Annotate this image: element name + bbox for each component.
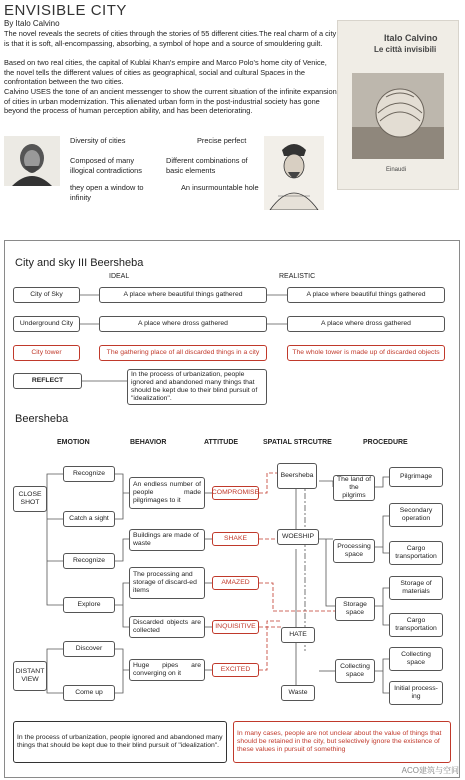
quote-left-2: they open a window to infinity (70, 183, 144, 202)
row-ideal-underground-city: A place where dross gathered (99, 316, 267, 332)
reflect-text: In the process of urbanization, people ignored and abandoned many things that should be kept due to their blind pursuit of "idealization". (127, 369, 267, 405)
bottom-note-right: In many cases, people are not unclear about the value of things that should be retained in the city, but selectively ignore the existence of these values in pursuit of something (233, 721, 451, 763)
emotion-catch-a-sight: Catch a sight (63, 511, 115, 527)
book-cover-art (352, 73, 444, 159)
row-ideal-city-of-sky: A place where beautiful things gathered (99, 287, 267, 303)
header-procedure: PROCEDURE (363, 439, 408, 446)
spatial-collecting-space: Collecting space (335, 659, 375, 683)
behavior-processing-storage: The processing and storage of discard-ed items (129, 567, 205, 599)
book-publisher: Einaudi (386, 167, 407, 173)
behavior-pilgrimages: An endless number of people made pilgrimages to it (129, 477, 205, 509)
procedure-initial-processing: Initial process-ing (389, 681, 443, 705)
quote-right-title: Precise perfect (197, 136, 247, 145)
intro-paragraph-2: Based on two real cities, the capital of Kublai Khan's empire and Marco Polo's home city of Venice, the novel tells the different values of cities as geographical, social and cultural Spaces in the confrontation between the two cities. (4, 58, 327, 87)
header-spatial-structure: SPATIAL STRCUTRE (263, 439, 332, 446)
behavior-buildings-of-waste: Buildings are made of waste (129, 529, 205, 551)
header-attitude: ATTITUDE (204, 439, 239, 446)
portrait-marco-polo-image (4, 136, 60, 186)
panel-title: City and sky III Beersheba (15, 257, 144, 269)
book-cover (337, 20, 459, 190)
spatial-beersheba: Beersheba (277, 463, 317, 489)
spatial-processing-space: Processing space (333, 539, 375, 563)
header-emotion: EMOTION (57, 439, 90, 446)
attitude-excited: EXCITED (212, 663, 259, 677)
procedure-storage-of-materials: Storage of materials (389, 576, 443, 600)
row-label-city-tower: City tower (13, 345, 80, 361)
attitude-shake: SHAKE (212, 532, 259, 546)
book-author: Italo Calvino (384, 33, 438, 43)
quote-right-2: An insurmountable hole (181, 183, 259, 192)
procedure-pilgrimage: Pilgrimage (389, 467, 443, 487)
spatial-storage-space: Storage space (335, 597, 375, 621)
watermark: ACO建筑与空间 (401, 766, 459, 775)
emotion-explore: Explore (63, 597, 115, 613)
emotion-recognize-1: Recognize (63, 466, 115, 482)
emotion-group-close-shot: CLOSE SHOT (13, 486, 47, 512)
emotion-come-up: Come up (63, 685, 115, 701)
row-real-city-of-sky: A place where beautiful things gathered (287, 287, 445, 303)
procedure-secondary-operation: Secondary operation (389, 503, 443, 527)
row-ideal-city-tower: The gathering place of all discarded things in a city (99, 345, 267, 361)
col-ideal-label: IDEAL (109, 273, 130, 280)
diagram-panel (4, 240, 460, 778)
attitude-compromise: COMPROMISE (212, 486, 259, 500)
spatial-waste: Waste (281, 685, 315, 701)
intro-paragraph-1: The novel reveals the secrets of cities through the stories of 55 different cities.The real charm of a city is that it is soft, all-encompassing, absorbing, a symbol of hope and a source of smouldering guilt. (4, 29, 337, 48)
row-label-city-of-sky: City of Sky (13, 287, 80, 303)
quote-right-1: Different combinations of basic elements (166, 156, 248, 175)
attitude-inquisitive: INQUISITIVE (212, 620, 259, 634)
procedure-cargo-transportation-2: Cargo transportation (389, 613, 443, 637)
emotion-recognize-2: Recognize (63, 553, 115, 569)
header-behavior: BEHAVIOR (130, 439, 167, 446)
behavior-huge-pipes: Huge pipes are converging on it (129, 659, 205, 681)
reflect-label: REFLECT (13, 373, 82, 389)
portrait-kublai-khan-image (264, 136, 324, 210)
spatial-woeship: WOESHIP (277, 529, 319, 545)
page-title: ENVISIBLE CITY (4, 2, 127, 19)
quote-left-1: Composed of many illogical contradictions (70, 156, 142, 175)
section-title-beersheba: Beersheba (15, 413, 69, 425)
behavior-objects-collected: Discarded objects are collected (129, 616, 205, 638)
quote-left-title: Diversity of cities (70, 136, 126, 145)
spatial-hate: HATE (281, 627, 315, 643)
row-real-city-tower: The whole tower is made up of discarded objects (287, 345, 445, 361)
book-title: Le città invisibili (374, 45, 437, 54)
procedure-cargo-transportation-1: Cargo transportation (389, 541, 443, 565)
portrait-kublai-khan (264, 136, 324, 210)
portrait-marco-polo (4, 136, 60, 186)
row-real-underground-city: A place where dross gathered (287, 316, 445, 332)
intro-paragraph-3: Calvino USES the tone of an ancient messenger to show the current situation of the infinite expansion of cities in urban modernization. This alienated urban form in the post-industrial society has gone beyond the process of human perception ability, and has been deteriorating. (4, 87, 337, 116)
attitude-amazed: AMAZED (212, 576, 259, 590)
emotion-group-distant-view: DISTANT VIEW (13, 661, 47, 691)
byline: By Italo Calvino (4, 19, 60, 28)
row-label-underground-city: Underground City (13, 316, 80, 332)
emotion-discover: Discover (63, 641, 115, 657)
col-realistic-label: REALISTIC (279, 273, 316, 280)
procedure-collecting-space: Collecting space (389, 647, 443, 671)
bottom-note-left: In the process of urbanization, people ignored and abandoned many things that should be kept due to their blind pursuit of "idealization". (13, 721, 227, 763)
spatial-land-of-pilgrims: The land of the pilgrims (333, 475, 375, 501)
